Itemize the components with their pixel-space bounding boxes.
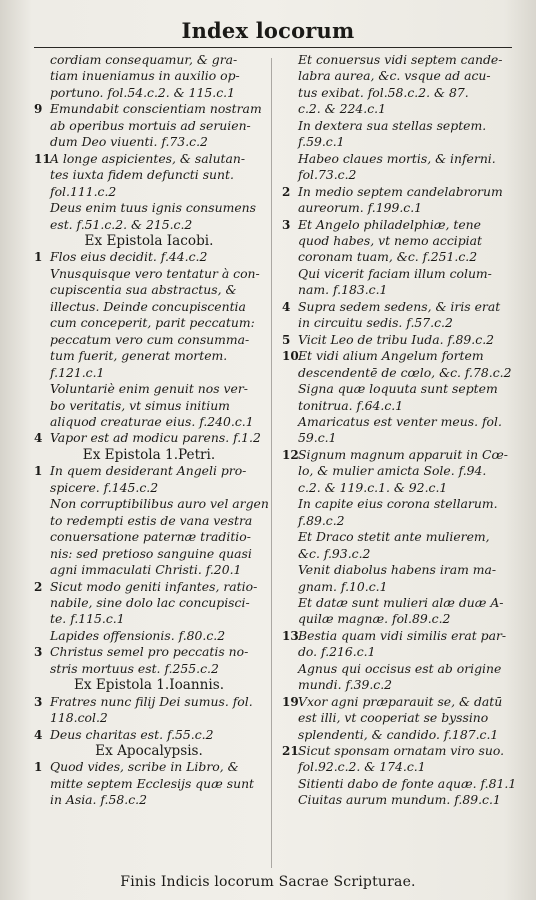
entry-text-line: te. f.115.c.1 xyxy=(50,611,125,627)
entry-text-line: In dextera sua stellas septem. xyxy=(298,117,487,133)
entry-text-line: spicere. f.145.c.2 xyxy=(50,479,159,495)
entry-text-line: Vicit Leo de tribu Iuda. f.89.c.2 xyxy=(298,331,495,347)
entry-text-line: Vapor est ad modicu parens. f.1.2 xyxy=(50,430,261,446)
entry-text-line: tes iuxta fidem defuncti sunt. xyxy=(50,167,234,183)
entry-text-line: aliquod creaturae eius. f.240.c.1 xyxy=(50,413,254,429)
index-entry xyxy=(34,430,264,446)
entry-text-line: Agnus qui occisus est ab origine xyxy=(298,660,502,676)
column-divider xyxy=(271,58,272,868)
chapter-number: 1 xyxy=(34,464,43,479)
entry-text-line: Et Angelo philadelphiæ, tene xyxy=(298,216,481,232)
chapter-number: 3 xyxy=(282,217,291,232)
entry-text-line: In capite eius corona stellarum. xyxy=(298,496,498,512)
entry-text-line: cupiscentia sua abstractus, & xyxy=(50,282,237,298)
entry-text-line: Et conuersus vidi septem cande- xyxy=(298,52,503,67)
index-entry xyxy=(282,266,512,299)
page-footer: Finis Indicis locorum Sacrae Scripturae. xyxy=(120,874,416,890)
index-entry xyxy=(282,447,512,496)
entry-text-line: bo veritatis, vt simus initium xyxy=(50,397,230,413)
entry-text-line: In quem desiderant Angeli pro- xyxy=(50,463,247,479)
chapter-number: 13 xyxy=(282,628,299,643)
index-entry xyxy=(282,661,512,694)
header-rule xyxy=(34,47,512,48)
entry-text-line: mundi. f.39.c.2 xyxy=(298,677,393,693)
index-entry xyxy=(34,644,264,677)
entry-text-line: agni immaculati Christi. f.20.1 xyxy=(50,562,242,578)
entry-text-line: nam. f.183.c.1 xyxy=(298,282,388,298)
chapter-number: 12 xyxy=(282,447,299,462)
index-entry xyxy=(282,217,512,266)
entry-text-line: Et vidi alium Angelum fortem xyxy=(298,348,484,364)
index-entry xyxy=(282,792,512,808)
section-heading: Ex Epistola 1.Ioannis. xyxy=(73,677,225,694)
index-entry xyxy=(282,529,512,562)
entry-text-line: tum fuerit, generat mortem. xyxy=(50,348,228,364)
entry-text-line: est. f.51.c.2. & 215.c.2 xyxy=(50,216,193,232)
section-heading: Ex Apocalypsis. xyxy=(95,743,203,760)
entry-text-line: quod habes, vt nemo accipiat xyxy=(298,232,482,248)
entry-text-line: Bestia quam vidi similis erat par- xyxy=(298,627,507,643)
index-entry xyxy=(282,628,512,661)
index-entry xyxy=(282,118,512,151)
entry-text-line: Qui vicerit faciam illum colum- xyxy=(298,265,492,281)
chapter-number: 4 xyxy=(282,299,291,314)
entry-text-line: lo, & mulier amicta Sole. f.94. xyxy=(298,463,487,479)
entry-text-line: splendenti, & candido. f.187.c.1 xyxy=(298,726,499,742)
index-entry xyxy=(282,743,512,776)
chapter-number: 4 xyxy=(34,727,43,742)
entry-text-line: Et Draco stetit ante mulierem, xyxy=(298,529,490,545)
entry-text-line: &c. f.93.c.2 xyxy=(298,545,371,561)
entry-text-line: Supra sedem sedens, & iris erat xyxy=(298,298,501,314)
entry-text-line: to redempti estis de vana vestra xyxy=(50,512,253,528)
entry-text-line: c.2. & 119.c.1. & 92.c.1 xyxy=(298,479,448,495)
entry-text-line: mitte septem Ecclesijs quæ sunt xyxy=(50,775,255,791)
entry-text-line: Christus semel pro peccatis no- xyxy=(50,644,249,660)
entry-text-line: f.89.c.2 xyxy=(298,512,345,528)
index-entry xyxy=(282,381,512,414)
entry-text-line: in circuitu sedis. f.57.c.2 xyxy=(298,315,453,331)
entry-text-line: fol.111.c.2 xyxy=(50,183,117,199)
entry-text-line: Emundabit conscientiam nostram xyxy=(50,101,262,117)
entry-text-line: labra aurea, &c. vsque ad acu- xyxy=(298,68,491,84)
entry-text-line: fol.73.c.2 xyxy=(298,167,357,183)
index-entry xyxy=(282,332,512,348)
chapter-number: 11 xyxy=(34,151,51,166)
entry-text-line: Flos eius decidit. f.44.c.2 xyxy=(50,249,208,265)
entry-text-line: A longe aspicientes, & salutan- xyxy=(50,150,246,166)
entry-text-line: Fratres nunc filij Dei sumus. fol. xyxy=(50,693,253,709)
entry-text-line: Et datæ sunt mulieri alæ duæ A- xyxy=(298,594,504,610)
entry-text-line: ab operibus mortuis ad seruien- xyxy=(50,117,251,133)
chapter-number: 9 xyxy=(34,102,43,117)
entry-text-line: peccatum vero cum consumma- xyxy=(50,331,250,347)
entry-text-line: Ciuitas aurum mundum. f.89.c.1 xyxy=(298,792,501,808)
index-entry xyxy=(282,299,512,332)
index-entry xyxy=(34,200,264,233)
entry-text-line: est illi, vt cooperiat se byssino xyxy=(298,710,489,726)
index-entry xyxy=(282,184,512,217)
chapter-number: 3 xyxy=(34,645,43,660)
entry-text-line: Sicut sponsam ornatam viro suo. xyxy=(298,743,505,759)
entry-text-line: 59.c.1 xyxy=(298,430,337,446)
entry-text-line: quilæ magnæ. fol.89.c.2 xyxy=(298,611,451,627)
section-heading: Ex Epistola Iacobi. xyxy=(84,232,214,249)
entry-text-line: stris mortuus est. f.255.c.2 xyxy=(50,660,219,676)
index-entry xyxy=(34,463,264,496)
entry-text-line: cordiam consequamur, & gra- xyxy=(50,52,238,67)
index-entry xyxy=(282,348,512,381)
entry-text-line: f.121.c.1 xyxy=(50,364,105,380)
entry-text-line: illectus. Deinde concupiscentia xyxy=(50,298,246,314)
entry-text-line: fol.92.c.2. & 174.c.1 xyxy=(298,759,426,775)
entry-text-line: in Asia. f.58.c.2 xyxy=(50,792,147,808)
chapter-number: 4 xyxy=(34,431,43,446)
entry-text-line: aureorum. f.199.c.1 xyxy=(298,200,423,216)
entry-text-line: In medio septem candelabrorum xyxy=(298,183,503,199)
index-entry xyxy=(282,694,512,743)
entry-text-line: Non corruptibilibus auro vel argen xyxy=(50,496,269,512)
entry-text-line: Amaricatus est venter meus. fol. xyxy=(298,413,502,429)
entry-text-line: tonitrua. f.64.c.1 xyxy=(298,397,404,413)
index-entry xyxy=(34,628,264,644)
entry-text-line: c.2. & 224.c.1 xyxy=(298,101,386,117)
entry-text-line: Voluntariè enim genuit nos ver- xyxy=(50,381,248,397)
entry-text-line: descendentē de cœlo, &c. f.78.c.2 xyxy=(298,364,512,380)
entry-text-line: coronam tuam, &c. f.251.c.2 xyxy=(298,249,478,265)
chapter-number: 19 xyxy=(282,694,299,709)
index-entry xyxy=(282,52,512,118)
entry-text-line: Habeo claues mortis, & inferni. xyxy=(298,150,496,166)
entry-text-line: Signum magnum apparuit in Cœ- xyxy=(298,446,508,462)
index-entry xyxy=(282,562,512,595)
entry-text-line: 118.col.2 xyxy=(50,710,108,726)
chapter-number: 10 xyxy=(282,349,299,364)
entry-text-line: Vxor agni præparauit se, & datū xyxy=(298,693,503,709)
entry-text-line: Deus charitas est. f.55.c.2 xyxy=(50,726,214,742)
index-entry xyxy=(34,266,264,381)
chapter-number: 1 xyxy=(34,250,43,265)
chapter-number: 3 xyxy=(34,694,43,709)
page-header-title: Index locorum xyxy=(181,18,355,43)
entry-text-line: Quod vides, scribe in Libro, & xyxy=(50,759,239,775)
entry-text-line: dum Deo viuenti. f.73.c.2 xyxy=(50,134,208,150)
index-entry xyxy=(282,496,512,529)
chapter-number: 2 xyxy=(282,184,291,199)
entry-text-line: nis: sed pretioso sanguine quasi xyxy=(50,545,252,561)
entry-text-line: conuersatione paternæ traditio- xyxy=(50,529,251,545)
index-entry xyxy=(34,249,264,265)
index-entry xyxy=(34,579,264,628)
chapter-number: 2 xyxy=(34,579,43,594)
entry-text-line: Sitienti dabo de fonte aquæ. f.81.1 xyxy=(298,775,517,791)
index-entry xyxy=(34,727,264,743)
index-entry xyxy=(34,381,264,430)
entry-text-line: gnam. f.10.c.1 xyxy=(298,578,388,594)
entry-text-line: tus exibat. fol.58.c.2. & 87. xyxy=(298,84,469,100)
entry-text-line: Lapides offensionis. f.80.c.2 xyxy=(50,627,226,643)
entry-text-line: f.59.c.1 xyxy=(298,134,345,150)
entry-text-line: do. f.216.c.1 xyxy=(298,644,376,660)
index-entry xyxy=(34,151,264,200)
left-column xyxy=(34,52,269,809)
entry-text-line: Vnusquisque vero tentatur à con- xyxy=(50,265,260,281)
index-entry xyxy=(282,775,517,792)
index-entry xyxy=(34,694,264,727)
index-entry xyxy=(34,101,264,150)
index-entry xyxy=(34,496,269,578)
entry-text-line: portuno. fol.54.c.2. & 115.c.1 xyxy=(50,84,235,100)
entry-text-line: nabile, sine dolo lac concupisci- xyxy=(50,594,250,610)
index-entry xyxy=(282,414,512,447)
chapter-number: 1 xyxy=(34,760,43,775)
entry-text-line: Signa quæ loquuta sunt septem xyxy=(298,381,498,397)
index-entry xyxy=(282,595,512,628)
index-entry xyxy=(34,52,264,101)
right-column xyxy=(282,52,517,809)
index-entry xyxy=(282,151,512,184)
index-entry xyxy=(34,759,264,808)
chapter-number: 21 xyxy=(282,744,299,759)
chapter-number: 5 xyxy=(282,332,291,347)
section-heading: Ex Epistola 1.Petri. xyxy=(82,446,216,463)
entry-text-line: cum conceperit, parit peccatum: xyxy=(50,315,255,331)
entry-text-line: Venit diabolus habens iram ma- xyxy=(298,562,497,578)
entry-text-line: Deus enim tuus ignis consumens xyxy=(50,200,257,216)
entry-text-line: tiam inueniamus in auxilio op- xyxy=(50,68,240,84)
entry-text-line: Sicut modo geniti infantes, ratio- xyxy=(50,578,258,594)
